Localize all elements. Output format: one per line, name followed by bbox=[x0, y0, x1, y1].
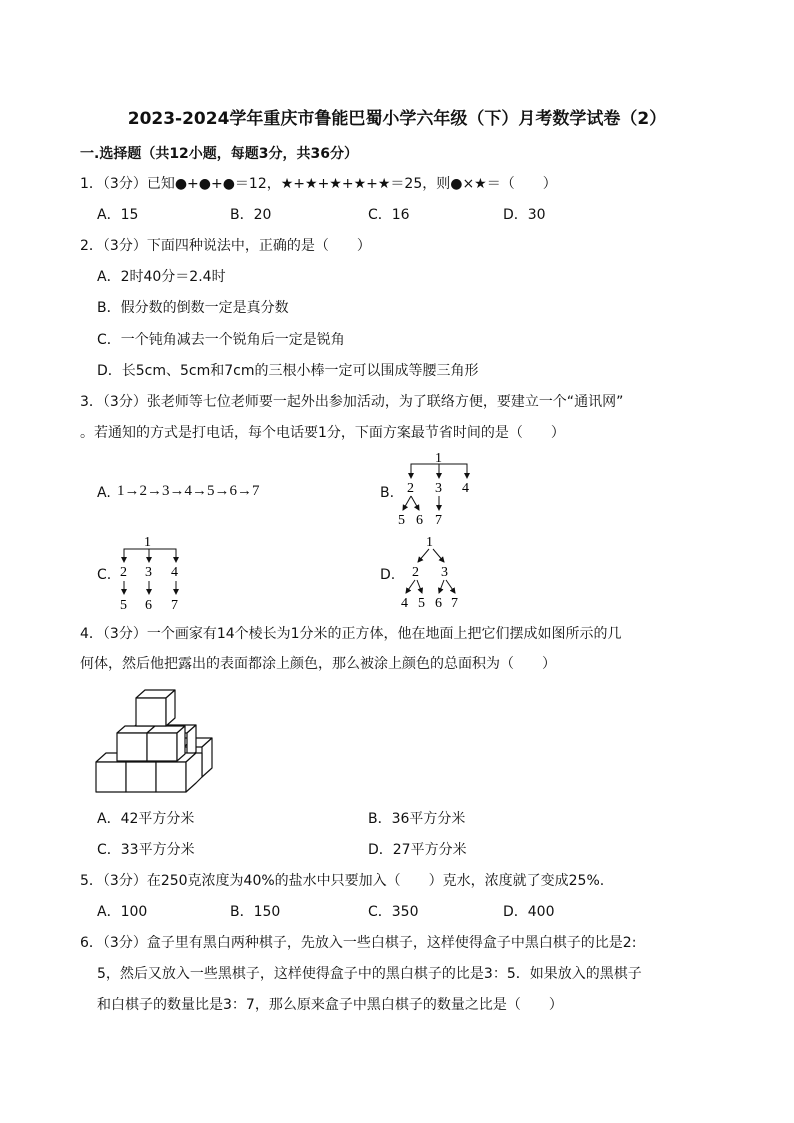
node-5: 5 bbox=[398, 513, 405, 528]
question-4-stem-line2: 何体，然后他把露出的表面都涂上颜色，那么被涂上颜色的总面积为（ ） bbox=[80, 656, 556, 672]
q2-option-b: B．假分数的倒数一定是真分数 bbox=[97, 300, 289, 316]
q2-option-d: D．长5cm、5cm和7cm的三根小棒一定可以围成等腰三角形 bbox=[97, 363, 479, 379]
node-5: 5 bbox=[120, 598, 127, 613]
node-6: 6 bbox=[145, 598, 152, 613]
question-1-stem: 1．（3分）已知●+●+●＝12，★+★+★+★+★＝25，则●×★＝（ ） bbox=[80, 176, 557, 192]
question-3-stem-line1: 3．（3分）张老师等七位老师要一起外出参加活动，为了联络方便，要建立一个“通讯网” bbox=[80, 394, 624, 410]
q5-option-c: C．350 bbox=[368, 904, 419, 920]
page-title: 2023-2024学年重庆市鲁能巴蜀小学六年级（下）月考数学试卷（2） bbox=[127, 109, 667, 129]
node-3: 3 bbox=[435, 481, 442, 496]
node-2: 2 bbox=[412, 565, 419, 580]
node-4: 4 bbox=[171, 565, 178, 580]
node-1: 1 bbox=[144, 535, 151, 550]
q3-option-a-label: A. bbox=[97, 485, 111, 501]
q2-option-c: C．一个钝角减去一个锐角后一定是锐角 bbox=[97, 332, 345, 348]
node-7: 7 bbox=[171, 598, 178, 613]
question-6-line2: 5，然后又放入一些黑棋子，这样使得盒子中的黑白棋子的比是3：5．如果放入的黑棋子 bbox=[97, 966, 642, 982]
node-1: 1 bbox=[426, 535, 433, 550]
node-2: 2 bbox=[407, 481, 414, 496]
node-4: 4 bbox=[401, 596, 408, 611]
q4-option-b: B．36平方分米 bbox=[368, 811, 466, 827]
question-3-stem-line2: 。若通知的方式是打电话，每个电话要1分，下面方案最节省时间的是（ ） bbox=[80, 425, 565, 441]
q3-diagram-d bbox=[397, 532, 467, 612]
question-4-stem-line1: 4．（3分）一个画家有14个棱长为1分米的正方体，他在地面上把它们摆成如图所示的几 bbox=[80, 626, 622, 642]
node-5: 5 bbox=[418, 596, 425, 611]
question-6-line1: 6．（3分）盒子里有黑白两种棋子，先放入一些白棋子，这样使得盒子中黑白棋子的比是2: bbox=[80, 935, 637, 951]
q5-option-b: B．150 bbox=[230, 904, 281, 920]
node-2: 2 bbox=[120, 565, 127, 580]
node-7: 7 bbox=[435, 513, 442, 528]
node-6: 6 bbox=[435, 596, 442, 611]
q2-option-a: A．2时40分＝2.4时 bbox=[97, 269, 226, 285]
node-1: 1 bbox=[435, 451, 442, 466]
node-4: 4 bbox=[462, 481, 469, 496]
node-3: 3 bbox=[145, 565, 152, 580]
q1-option-a: A．15 bbox=[97, 207, 139, 223]
cube-stack-figure bbox=[94, 686, 216, 796]
q4-option-c: C．33平方分米 bbox=[97, 842, 195, 858]
q5-option-d: D．400 bbox=[503, 904, 555, 920]
q1-option-c: C．16 bbox=[368, 207, 410, 223]
q1-option-d: D．30 bbox=[503, 207, 546, 223]
q1-option-b: B．20 bbox=[230, 207, 272, 223]
section-heading: 一.选择题（共12小题，每题3分，共36分） bbox=[80, 146, 359, 162]
q3-option-c-label: C. bbox=[97, 567, 112, 583]
question-5-stem: 5．（3分）在250克浓度为40%的盐水中只要加入（ ）克水，浓度就了变成25%. bbox=[80, 873, 605, 889]
q3-option-a-chain: 1→2→3→4→5→6→7 bbox=[117, 483, 260, 499]
q5-option-a: A．100 bbox=[97, 904, 148, 920]
question-2-stem: 2．（3分）下面四种说法中，正确的是（ ） bbox=[80, 238, 371, 254]
q3-diagram-b bbox=[395, 448, 480, 530]
q3-diagram-c bbox=[112, 532, 192, 614]
q3-option-b-label: B. bbox=[380, 485, 395, 501]
q4-option-d: D．27平方分米 bbox=[368, 842, 467, 858]
node-6: 6 bbox=[416, 513, 423, 528]
node-7: 7 bbox=[451, 596, 458, 611]
q3-option-d-label: D. bbox=[380, 567, 396, 583]
q4-option-a: A．42平方分米 bbox=[97, 811, 195, 827]
node-3: 3 bbox=[441, 565, 448, 580]
question-6-line3: 和白棋子的数量比是3：7，那么原来盒子中黑白棋子的数量之比是（ ） bbox=[97, 997, 563, 1013]
